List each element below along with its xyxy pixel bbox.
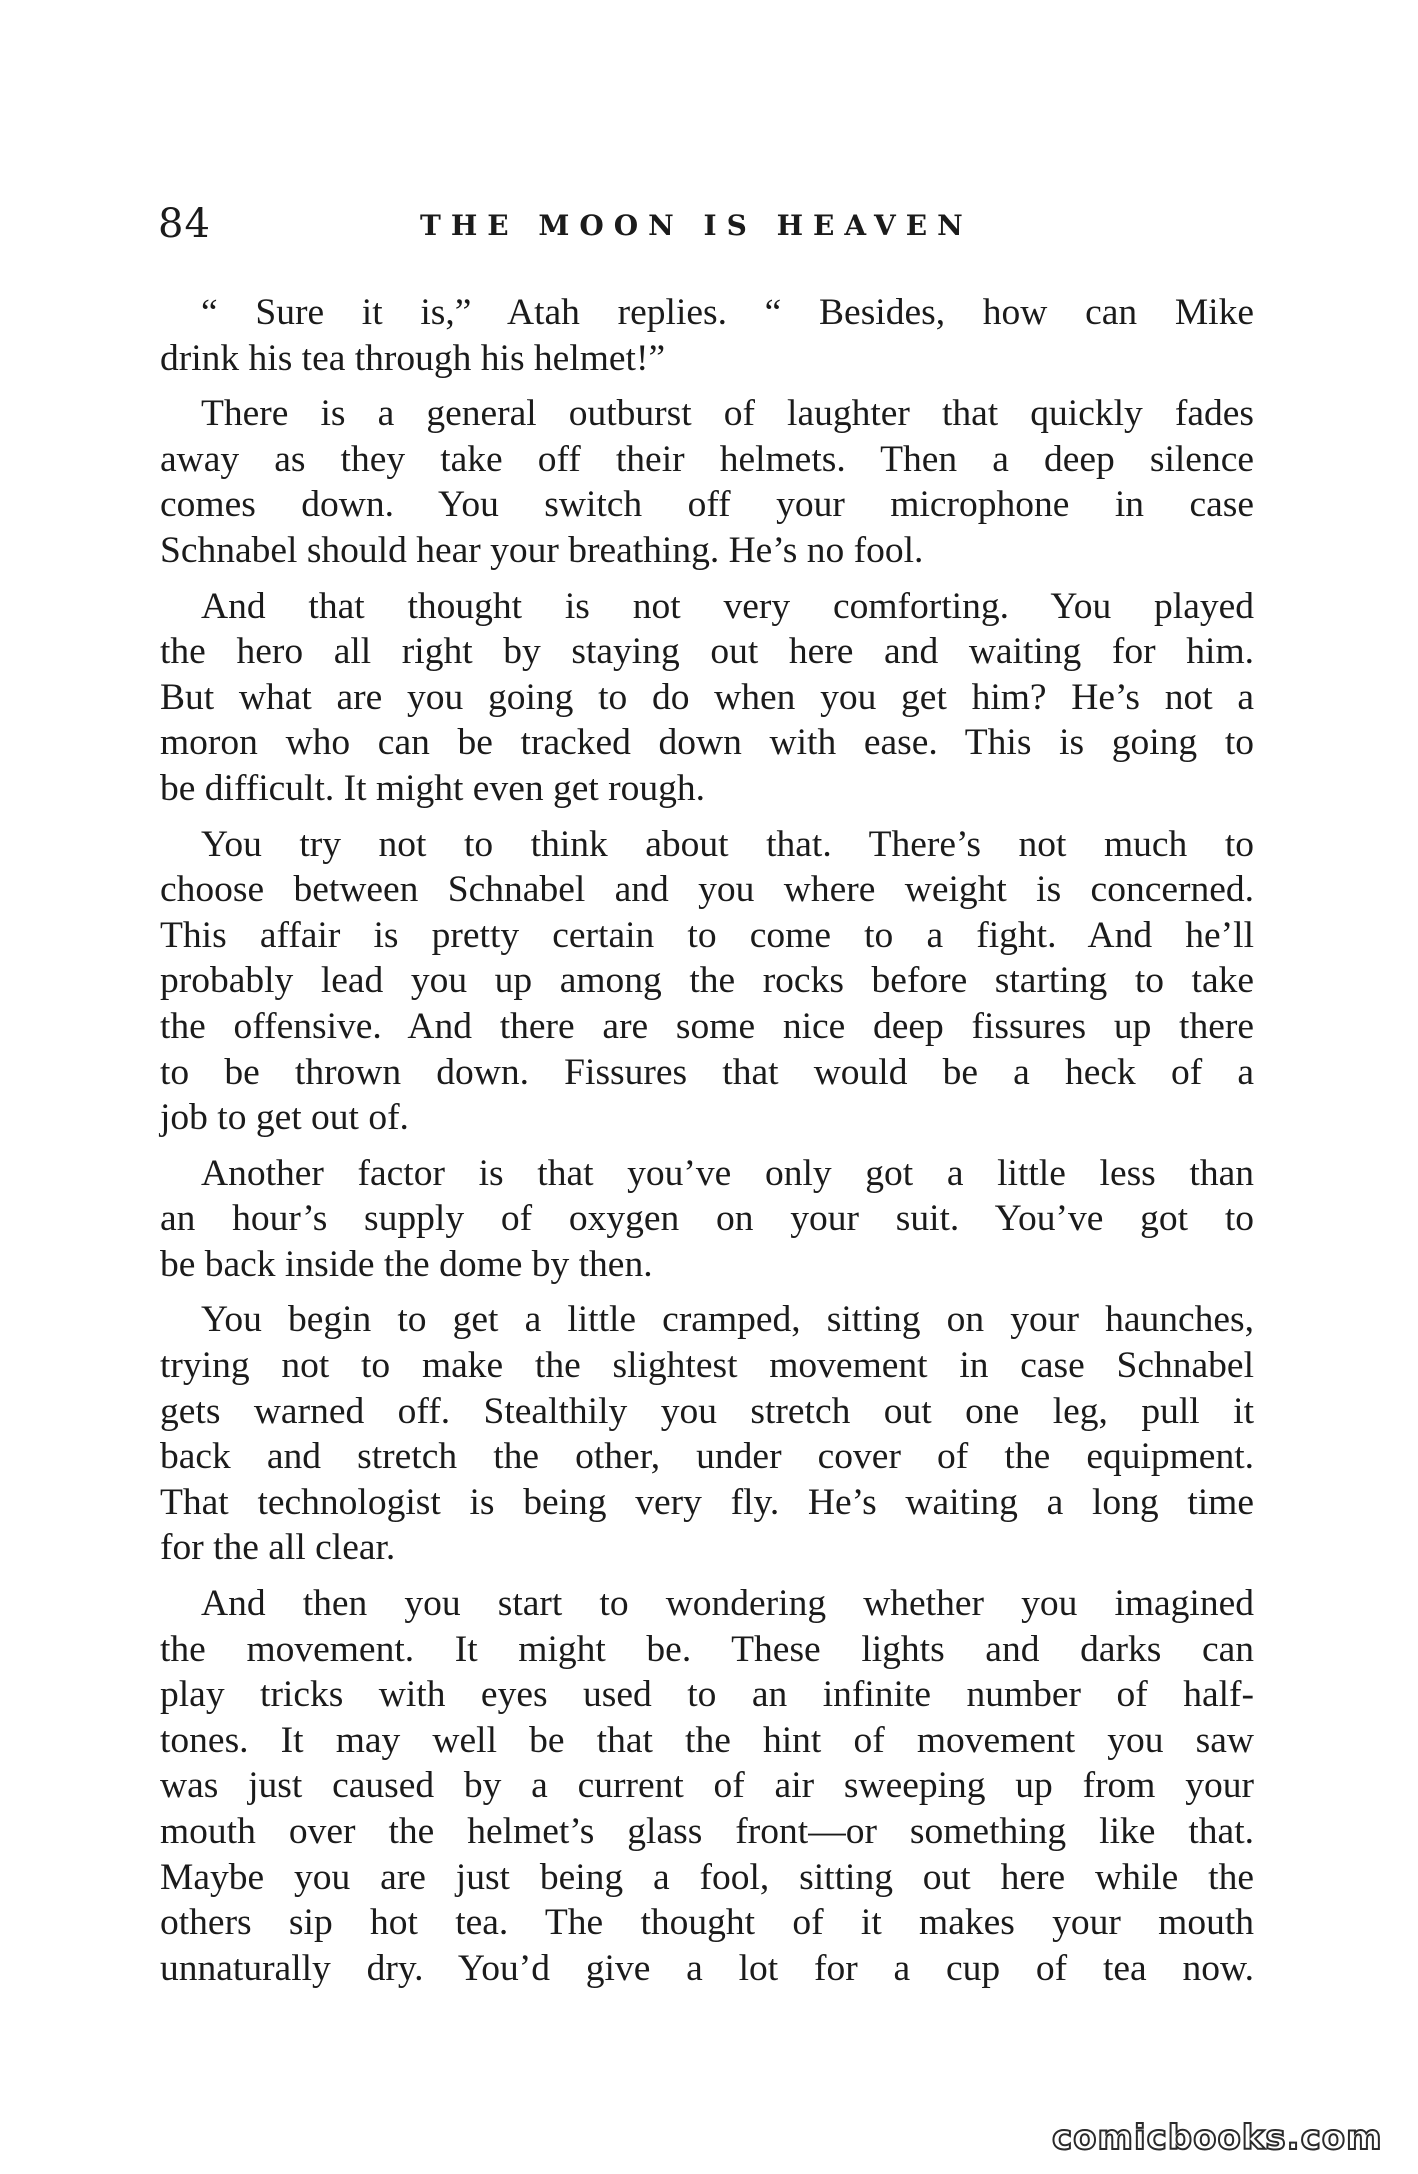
text-line: And then you start to wondering whether you imagined (201, 1583, 1254, 1625)
text-line: mouth over the helmet’s glass front—or something like that. (160, 1811, 1254, 1852)
text-line: You begin to get a little cramped, sitting on your haunches, (201, 1299, 1254, 1341)
page-header (158, 194, 1258, 254)
text-line: unnaturally dry. You’d give a lot for a cup of tea now. (160, 1947, 1254, 1989)
text-line: tones. It may well be that the hint of movement you saw (160, 1719, 1254, 1761)
running-head: THE MOON IS HEAVEN (420, 209, 973, 242)
text-line: And that thought is not very comforting. You played (201, 585, 1254, 627)
text-line: gets warned off. Stealthily you stretch out one leg, pull it (160, 1390, 1254, 1432)
text-line: You try not to think about that. There’s not much to (201, 823, 1254, 865)
paragraph (160, 1581, 1254, 1991)
text-line: Maybe you are just being a fool, sitting out here while the (160, 1856, 1254, 1898)
text-line: That technologist is being very fly. He’s waiting a long time (160, 1481, 1254, 1523)
text-line: probably lead you up among the rocks before starting to take (160, 960, 1254, 1002)
text-line: for the all clear. (160, 1527, 396, 1569)
text-line: trying not to make the slightest movement in case Schnabel (160, 1345, 1254, 1387)
text-line: the offensive. And there are some nice deep fissures up there (160, 1005, 1254, 1047)
text-line: drink his tea through his helmet!” (160, 337, 666, 379)
text-line: But what are you going to do when you get him? He’s not a (160, 676, 1254, 718)
text-line: be back inside the dome by then. (160, 1243, 653, 1285)
text-line: moron who can be tracked down with ease. This is going to (160, 722, 1254, 764)
paragraph (160, 584, 1254, 812)
paragraph (160, 1297, 1254, 1571)
text-line: This affair is pretty certain to come to a fight. And he’ll (160, 914, 1254, 956)
paragraph (160, 822, 1254, 1141)
paragraph (160, 290, 1254, 381)
text-line: play tricks with eyes used to an infinite number of half- (160, 1674, 1254, 1716)
text-line: the movement. It might be. These lights and darks can (160, 1628, 1254, 1670)
text-line: choose between Schnabel and you where weight is concerned. (160, 869, 1254, 911)
text-line: the hero all right by staying out here and waiting for him. (160, 631, 1254, 673)
text-line: “ Sure it is,” Atah replies. “ Besides, how can Mike (201, 292, 1254, 333)
text-line: be difficult. It might even get rough. (160, 767, 706, 809)
text-line: There is a general outburst of laughter that quickly fades (201, 393, 1254, 435)
paragraph (160, 1151, 1254, 1288)
text-line: Another factor is that you’ve only got a little less than (201, 1152, 1254, 1194)
text-line: Schnabel should hear your breathing. He’s no fool. (160, 529, 924, 571)
watermark-logo: comicbooks.com (1052, 2118, 1383, 2158)
text-line: to be thrown down. Fissures that would be a heck of a (160, 1051, 1254, 1093)
page-number: 84 (158, 201, 211, 247)
body-text (160, 290, 1254, 2001)
text-line: others sip hot tea. The thought of it makes your mouth (160, 1902, 1254, 1944)
paragraph (160, 391, 1254, 573)
text-line: job to get out of. (160, 1097, 409, 1139)
text-line: an hour’s supply of oxygen on your suit. You’ve got to (160, 1198, 1254, 1240)
text-line: comes down. You switch off your microphone in case (160, 484, 1254, 526)
text-line: back and stretch the other, under cover of the equipment. (160, 1436, 1254, 1478)
text-line: was just caused by a current of air sweeping up from your (160, 1765, 1254, 1807)
text-line: away as they take off their helmets. Then a deep silence (160, 438, 1254, 480)
